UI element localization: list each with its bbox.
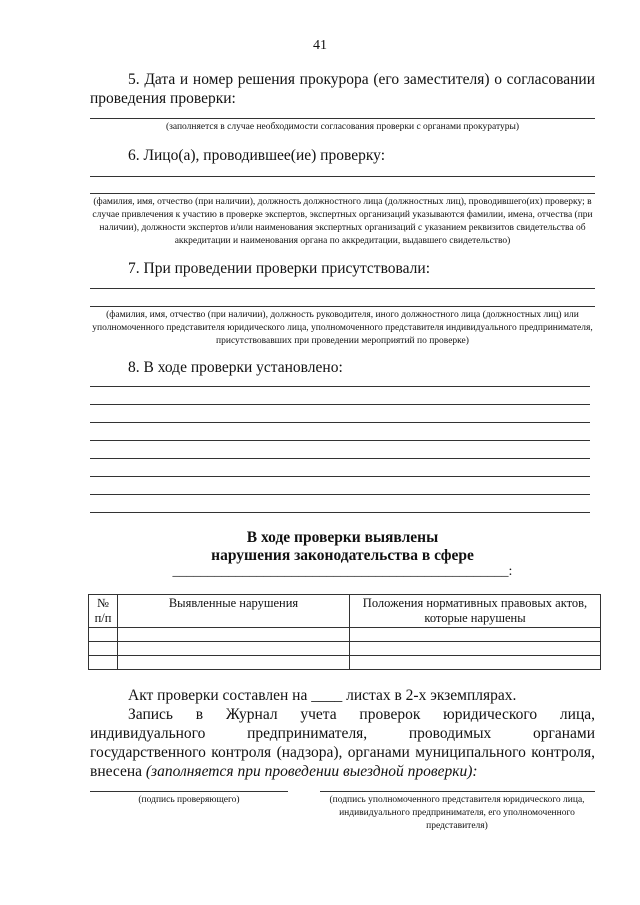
page-number: 41 bbox=[313, 38, 327, 53]
item6-fill-line-1 bbox=[90, 176, 595, 177]
col-number-header: № п/п bbox=[89, 595, 118, 628]
item8-fill-line-3 bbox=[90, 422, 590, 423]
item7-note: (фамилия, имя, отчество (при наличии), должность руководителя, иного должностного лица (должностных лиц) или уполномоченного представителя юридического лица, уполномоченного представителя индивидуального предпринимателя, присутствовавших при проведении мероприятий по проверке) bbox=[92, 310, 593, 346]
act-sheets-text: Акт проверки составлен на ____ листах в 2-х экземплярах. bbox=[128, 687, 517, 704]
representative-signature-caption: (подпись уполномоченного представителя юридического лица, индивидуального предпринимателя, его уполномоченного представителя) bbox=[329, 795, 585, 831]
col-norms-header: Положения нормативных правовых актов, которые нарушены bbox=[350, 595, 601, 628]
table-row bbox=[89, 628, 601, 642]
item8-fill-line-8 bbox=[90, 512, 590, 513]
violations-table bbox=[88, 594, 601, 670]
inspector-signature-caption: (подпись проверяющего) bbox=[138, 795, 240, 805]
item7-fill-line-2 bbox=[90, 306, 595, 307]
col-violations-header: Выявленные нарушения bbox=[118, 595, 350, 628]
item8-fill-line-1 bbox=[90, 386, 590, 387]
inspector-signature-line bbox=[90, 791, 288, 792]
table-header-row bbox=[89, 595, 601, 628]
item6-text: 6. Лицо(а), проводившее(ие) проверку: bbox=[128, 147, 385, 164]
item5-fill-line bbox=[90, 118, 595, 119]
item8-fill-line-6 bbox=[90, 476, 590, 477]
table-row bbox=[89, 642, 601, 656]
item8-text: 8. В ходе проверки установлено: bbox=[128, 359, 343, 376]
item7-text: 7. При проведении проверки присутствовали: bbox=[128, 260, 431, 277]
item8-fill-line-7 bbox=[90, 494, 590, 495]
violations-heading-line2: нарушения законодательства в сфере bbox=[211, 547, 474, 564]
item8-fill-line-5 bbox=[90, 458, 590, 459]
violations-area-blank: ________________________________________________: bbox=[172, 564, 513, 579]
item8-fill-line-2 bbox=[90, 404, 590, 405]
table-row bbox=[89, 656, 601, 670]
violations-heading-line1: В ходе проверки выявлены bbox=[246, 529, 439, 546]
journal-entry-note: (заполняется при проведении выездной проверки): bbox=[145, 763, 478, 780]
journal-entry-paragraph bbox=[90, 705, 595, 781]
journal-entry-text: Запись в Журнал учета проверок юридического лица, индивидуального предпринимателя, проводимых органами государственного контроля (надзора), органами муниципального контроля, внесена bbox=[90, 706, 595, 780]
item8-fill-line-4 bbox=[90, 440, 590, 441]
item6-note: (фамилия, имя, отчество (при наличии), должность должностного лица (должностных лиц), проводившего(их) проверку; в случае привлечения к участию в проверке экспертов, экспертных организаций указываются фамилии, имена, отчества (при наличии), должности экспертов и/или наименования экспертных организаций с указанием реквизитов свидетельства об аккредитации и наименования органа по аккредитации, выдавшего свидетельство) bbox=[92, 197, 593, 246]
item7-fill-line-1 bbox=[90, 288, 595, 289]
item5-text: 5. Дата и номер решения прокурора (его заместителя) о согласовании проведения проверки: bbox=[90, 71, 595, 107]
item5-note: (заполняется в случае необходимости согласования проверки с органами прокуратуры) bbox=[165, 122, 520, 132]
representative-signature-line bbox=[320, 791, 595, 792]
item6-fill-line-2 bbox=[90, 193, 595, 194]
